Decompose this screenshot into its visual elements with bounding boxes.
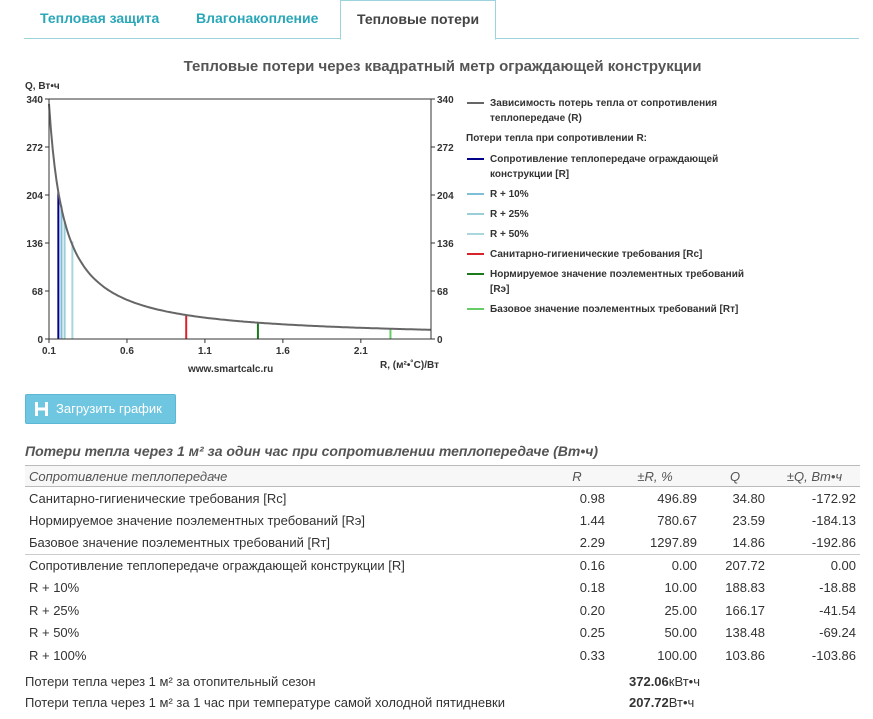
table-cell-value: -18.88 (819, 580, 856, 596)
table-cell-value: 166.17 (725, 602, 765, 618)
legend-swatch (467, 273, 484, 275)
y-tick-label-right: 136 (437, 239, 454, 250)
table-cell-value: -192.86 (811, 535, 856, 550)
summary-coldest (25, 695, 695, 710)
legend-item-r25 (466, 207, 766, 222)
table-cell-name: Санитарно-гигиенические требования [Rс] (29, 490, 287, 506)
table-cell-value: 188.83 (725, 580, 765, 596)
table-cell-value: 0.00 (609, 554, 701, 577)
tab-heat-loss[interactable]: Тепловые потери (340, 0, 496, 40)
table-cell-value: 1297.89 (650, 535, 697, 550)
x-tick-label: 1.1 (197, 346, 212, 357)
legend-item-curve (466, 96, 766, 126)
y-tick-label-left: 68 (31, 287, 43, 298)
table-cell-value: 0.33 (579, 647, 605, 663)
x-tick-label: 2.1 (353, 346, 368, 357)
y-tick-label-right: 272 (437, 143, 454, 154)
table-cell-name: R + 50% (29, 625, 80, 641)
heat-loss-table (25, 465, 860, 667)
table-row (25, 622, 860, 645)
chart-title: Тепловые потери через квадратный метр ограждающей конструкции (183, 58, 702, 75)
y-tick-label-left: 272 (26, 143, 43, 154)
table-cell-value: 0.16 (545, 554, 609, 577)
sitemap-icon (35, 402, 48, 416)
legend-swatch (467, 233, 484, 235)
table-cell-value: 10.00 (664, 580, 697, 596)
x-tick-label: 0.1 (42, 346, 56, 357)
table-cell-value: 23.59 (732, 512, 765, 528)
table-cell-value: 1.44 (579, 512, 605, 528)
table-cell-value: 50.00 (664, 625, 697, 641)
legend-label: Зависимость потерь тепла от сопротивления теплопередаче (R) (490, 98, 718, 124)
legend-item-r50 (466, 227, 766, 242)
col-header-r: R (545, 466, 609, 487)
table-row (25, 532, 860, 555)
watermark-text: www.smartcalc.ru (188, 364, 274, 375)
table-cell-value: 138.48 (725, 625, 765, 641)
table-cell-value: 780.67 (657, 512, 697, 528)
summary-value (629, 674, 700, 689)
download-chart-button[interactable] (25, 394, 176, 424)
legend-swatch (467, 102, 484, 104)
table-row (25, 599, 860, 622)
legend-label: Санитарно-гигиенические требования [Rс] (490, 249, 703, 260)
table-cell-name: Базовое значение поэлементных требований [Rт] (29, 535, 331, 550)
legend-swatch (467, 308, 484, 310)
table-cell-value: -184.13 (811, 512, 856, 528)
legend-item-rc (466, 247, 766, 262)
download-chart-label: Загрузить график (56, 401, 162, 416)
table-cell-value: 14.86 (732, 535, 765, 550)
tab-moisture[interactable]: Влагонакопление (196, 10, 319, 26)
legend-item-rt (466, 302, 766, 317)
legend-swatch (467, 253, 484, 255)
legend-label: Базовое значение поэлементных требований [Rт] (490, 304, 739, 315)
y-tick-label-left: 204 (26, 191, 43, 202)
x-axis-label: R, (м²•˚С)/Вт (380, 360, 439, 371)
legend-swatch (467, 193, 484, 195)
table-cell-name: R + 25% (29, 602, 80, 618)
summary-label: Потери тепла через 1 м² за отопительный сезон (25, 674, 316, 689)
table-cell-value: -41.54 (819, 602, 856, 618)
summary-label: Потери тепла через 1 м² за 1 час при температуре самой холодной пятидневки (25, 695, 506, 710)
legend-label: R + 10% (490, 189, 529, 200)
legend-label: R + 50% (490, 229, 529, 240)
table-cell-value: 0.25 (579, 625, 605, 641)
table-row (25, 644, 860, 667)
chart-curve (49, 104, 431, 330)
table-cell-value: 34.80 (732, 490, 765, 506)
summary-season (25, 674, 700, 689)
table-cell-value: 103.86 (725, 647, 765, 663)
table-cell-name: Нормируемое значение поэлементных требований [Rэ] (29, 512, 365, 528)
y-tick-label-right: 0 (437, 335, 443, 346)
table-cell-value: 496.89 (657, 490, 697, 506)
legend-item-r10 (466, 187, 766, 202)
y-tick-label-left: 340 (26, 95, 43, 106)
table-cell-value: -103.86 (811, 647, 856, 663)
table-cell-value: 0.98 (579, 490, 605, 506)
y-tick-label-left: 0 (37, 335, 43, 346)
x-tick-label: 1.6 (275, 346, 290, 357)
legend-item-r (466, 152, 766, 182)
table-header-row (25, 466, 860, 487)
summary-unit: кВт•ч (668, 674, 700, 689)
legend-swatch (467, 158, 484, 160)
table-row (25, 509, 860, 532)
plot-frame (49, 99, 431, 339)
legend-label: Нормируемое значение поэлементных требований [Rэ] (490, 269, 745, 295)
legend-label: Сопротивление теплопередаче ограждающей конструкции [R] (490, 154, 719, 180)
chart-legend (466, 96, 766, 322)
table-cell-value: -69.24 (819, 625, 856, 641)
y-tick-label-left: 136 (26, 239, 43, 250)
table-row (25, 577, 860, 600)
legend-swatch (467, 213, 484, 215)
table-cell-name: Сопротивление теплопередаче ограждающей конструкции [R] (25, 554, 545, 577)
table-cell-value: -172.92 (811, 490, 856, 506)
table-title: Потери тепла через 1 м² за один час при сопротивлении теплопередаче (Вт•ч) (25, 443, 599, 459)
col-header-dq: ±Q, Вт•ч (769, 466, 860, 487)
table-cell-value: 100.00 (657, 647, 697, 663)
table-row (25, 554, 860, 577)
legend-subtitle: Потери тепла при сопротивлении R: (466, 133, 647, 144)
y-tick-label-right: 68 (437, 287, 449, 298)
y-tick-label-right: 340 (437, 95, 454, 106)
table-cell-value: 0.20 (579, 602, 605, 618)
summary-unit: Вт•ч (668, 695, 695, 710)
table-cell-value: 0.18 (579, 580, 605, 596)
summary-number: 207.72 (629, 695, 669, 710)
table-cell-value: 2.29 (579, 535, 605, 550)
summary-number: 372.06 (629, 674, 669, 689)
table-cell-value: 25.00 (664, 602, 697, 618)
y-axis-label: Q, Вт•ч (25, 81, 60, 92)
legend-label: R + 25% (490, 209, 529, 220)
x-tick-label: 0.6 (120, 346, 134, 357)
table-cell-name: R + 10% (29, 580, 80, 596)
col-header-q: Q (701, 466, 769, 487)
tab-heat-protection[interactable]: Тепловая защита (40, 10, 160, 26)
legend-item-re (466, 267, 766, 297)
col-header-dr: ±R, % (609, 466, 701, 487)
table-row (25, 487, 860, 510)
table-cell-name: R + 100% (29, 647, 87, 663)
table-cell-value: 207.72 (701, 554, 769, 577)
table-cell-value: 0.00 (769, 554, 860, 577)
y-tick-label-right: 204 (437, 191, 454, 202)
col-header-resistance: Сопротивление теплопередаче (25, 466, 545, 487)
summary-value (629, 695, 694, 710)
